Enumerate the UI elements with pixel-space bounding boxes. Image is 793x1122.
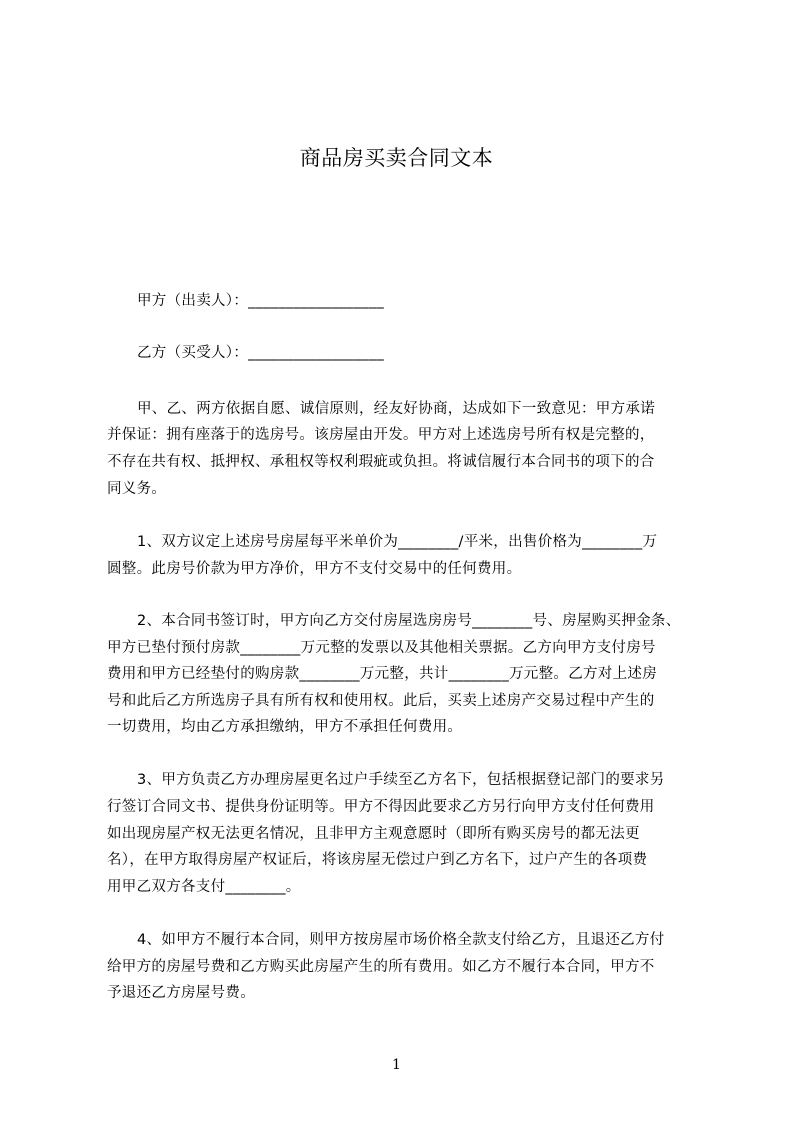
party-b-line: 乙方（买受人）：__________________ xyxy=(137,345,385,361)
clause-3-line: 行签订合同文书、提供身份证明等。甲方不得因此要求乙方另行向甲方支付任何费用 xyxy=(107,799,655,815)
preamble-line: 甲、乙、两方依据自愿、诚信原则，经友好协商，达成如下一致意见：甲方承诺 xyxy=(137,401,655,417)
clause-2-line: 甲方已垫付预付房款________万元整的发票以及其他相关票据。乙方向甲方支付房号 xyxy=(107,640,656,656)
document-title: 商品房买卖合同文本 xyxy=(299,146,494,170)
clause-4-line: 给甲方的房屋号费和乙方购买此房屋产生的所有费用。如乙方不履行本合同，甲方不 xyxy=(107,959,655,975)
clause-1-line: 圆整。此房号价款为甲方净价，甲方不支付交易中的任何费用。 xyxy=(107,561,522,577)
clause-3-line: 3、甲方负责乙方办理房屋更名过户手续至乙方名下，包括根据登记部门的要求另 xyxy=(137,772,665,788)
clause-4-line: 予退还乙方房屋号费。 xyxy=(107,985,255,1001)
clause-2-line: 号和此后乙方所选房子具有所有权和使用权。此后，买卖上述房产交易过程中产生的 xyxy=(107,693,655,709)
preamble-line: 同义务。 xyxy=(107,481,167,497)
party-a-line: 甲方（出卖人）：__________________ xyxy=(137,293,385,309)
page-number: 1 xyxy=(392,1057,401,1073)
clause-3-line: 如出现房屋产权无法更名情况，且非甲方主观意愿时（即所有购买房号的都无法更 xyxy=(107,826,640,842)
clause-4-line: 4、如甲方不履行本合同，则甲方按房屋市场价格全款支付给乙方，且退还乙方付 xyxy=(137,932,665,948)
clause-2-line: 2、本合同书签订时，甲方向乙方交付房屋选房房号________号、房屋购买押金条、 xyxy=(137,613,681,629)
clause-3-line: 名），在甲方取得房屋产权证后，将该房屋无偿过户到乙方名下，过户产生的各项费 xyxy=(107,852,648,868)
clause-2-line: 一切费用，均由乙方承担缴纳，甲方不承担任何费用。 xyxy=(107,719,463,735)
clause-2-line: 费用和甲方已经垫付的购房款________万元整，共计________万元整。乙方对上述房 xyxy=(107,666,657,682)
clause-1-line: 1、双方议定上述房号房屋每平米单价为________/平米，出售价格为________万 xyxy=(137,534,658,550)
clause-3-line: 用甲乙双方各支付________。 xyxy=(107,879,301,895)
preamble-line: 不存在共有权、抵押权、承租权等权利瑕疵或负担。将诚信履行本合同书的项下的合 xyxy=(107,454,655,470)
preamble-line: 并保证：拥有座落于的选房号。该房屋由开发。甲方对上述选房号所有权是完整的， xyxy=(107,427,655,443)
